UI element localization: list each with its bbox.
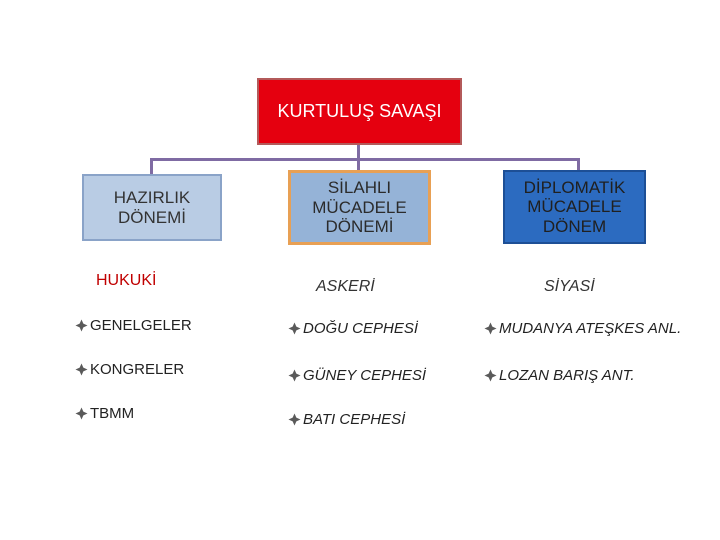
heading-hukuki: HUKUKİ (96, 272, 157, 289)
list-item-tbmm (75, 405, 134, 422)
heading-askeri: ASKERİ (316, 278, 375, 295)
list-item-label: TBMM (90, 405, 135, 422)
heading-siyasi: SİYASİ (544, 278, 595, 295)
list-item-label: BATI CEPHESİ (303, 411, 406, 428)
list-item-label: GÜNEY CEPHESİ (303, 367, 427, 384)
hazirlik-node (82, 174, 222, 241)
hazirlik-node-label: HAZIRLIK DÖNEMİ (113, 187, 191, 227)
diamond-bullet-icon (484, 369, 497, 382)
diamond-bullet-icon (75, 363, 88, 376)
list-item-dogu-cephesi (288, 320, 418, 337)
diplomatik-node-label: DİPLOMATİK MÜCADELE DÖNEM (523, 177, 626, 236)
root-node-label: KURTULUŞ SAVAŞI (277, 101, 442, 122)
root-node (257, 78, 462, 145)
list-item-label: LOZAN BARIŞ ANT. (499, 367, 635, 384)
list-item-label: MUDANYA ATEŞKES ANL. (499, 320, 682, 337)
list-item-label: GENELGELER (90, 317, 192, 334)
diamond-bullet-icon (75, 319, 88, 332)
list-item-lozan (484, 367, 635, 384)
list-item-label: DOĞU CEPHESİ (303, 320, 419, 337)
connector-left-down (150, 158, 153, 175)
list-item-kongreler (75, 361, 184, 378)
diamond-bullet-icon (288, 322, 301, 335)
list-item-mudanya (484, 320, 681, 337)
silahli-node-label: SİLAHLI MÜCADELE DÖNEMİ (312, 178, 407, 237)
list-item-bati-cephesi (288, 411, 405, 428)
list-item-guney-cephesi (288, 367, 426, 384)
diplomatik-node (503, 170, 646, 244)
connector-horizontal (150, 158, 580, 161)
list-item-label: KONGRELER (90, 361, 185, 378)
diamond-bullet-icon (288, 369, 301, 382)
diamond-bullet-icon (75, 407, 88, 420)
diamond-bullet-icon (484, 322, 497, 335)
list-item-genelgeler (75, 317, 192, 334)
silahli-node (288, 170, 431, 245)
diamond-bullet-icon (288, 413, 301, 426)
